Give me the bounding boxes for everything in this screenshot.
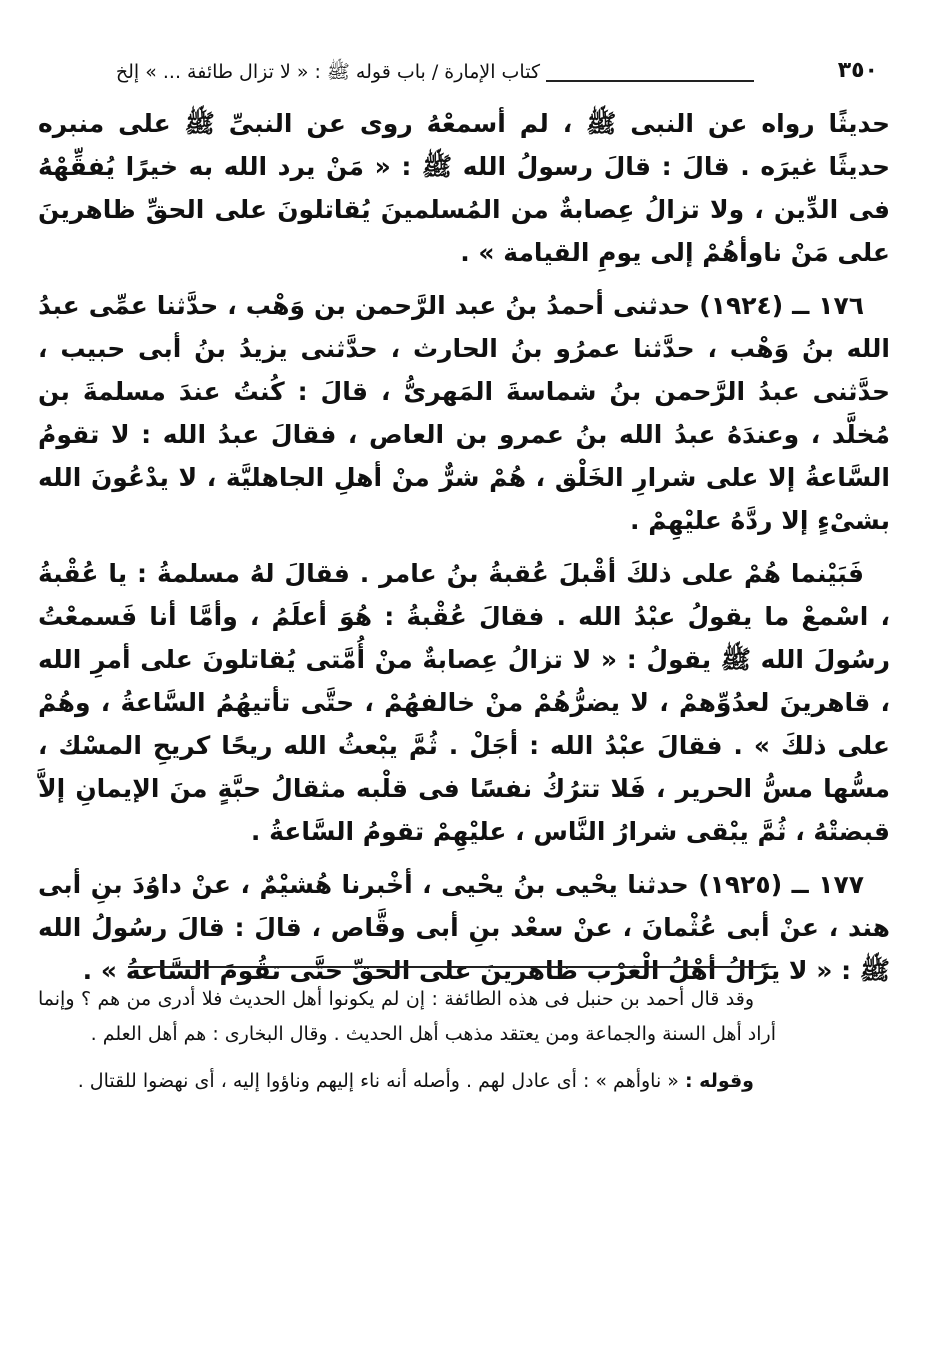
footnotes <box>38 982 776 1099</box>
footnote-nawahum <box>38 1064 776 1099</box>
running-header-title: كتاب الإمارة / باب قوله ﷺ : « لا تزال طائفة ... » إلخ <box>115 61 540 83</box>
page-number: ٣٥٠ <box>837 58 878 83</box>
paragraph-hadith-177: ١٧٧ ــ (١٩٢٥) حدثنا يحْيى بنُ يحْيى ، أخْبرنا هُشيْمٌ ، عنْ داوُدَ بنِ أبى هند ، عنْ أبى عُثْمانَ ، عنْ سعْد بنِ أبى وقَّاص ، قالَ : قالَ رسُولُ الله ﷺ : « لا يزَالُ أهْلُ الْغرْب ظاهرينَ على الحقِّ حتَّى تقُومَ السَّاعةُ » . <box>38 870 890 985</box>
header-rule <box>546 80 754 82</box>
paragraph-continuation: حديثًا رواه عن النبى ﷺ ، لم أسمعْهُ روى عن النبىِّ ﷺ على منبره حديثًا غيرَه . قالَ : قالَ رسولُ الله ﷺ : « مَنْ يرد الله به خيرًا يُفقِّهْهُ فى الدِّين ، ولا تزالُ عِصابةٌ من المُسلمينَ يُقاتلونَ على الحقِّ ظاهرينَ على مَنْ ناوأهُمْ إلى يومِ القيامة » . <box>38 109 890 267</box>
paragraph-uqba: فَبَيْنما هُمْ على ذلكَ أقْبلَ عُقبةُ بنُ عامر . فقالَ لهُ مسلمةُ : يا عُقْبةُ ، اسْمعْ ما يقولُ عبْدُ الله . فقالَ عُقْبةُ : هُوَ أعلَمُ ، وأمَّا أنا فَسمعْتُ رسُولَ الله ﷺ يقولُ : « لا تزالُ عِصابةٌ منْ أُمَّتى يُقاتلونَ على أمرِ الله ، قاهرينَ لعدُوِّهمْ ، لا يضرُّهُمْ منْ خالفهُمْ ، حتَّى تأتيهُمُ السَّاعةُ ، وهُمْ على ذلكَ » . فقالَ عبْدُ الله : أجَلْ . ثُمَّ يبْعثُ الله ريحًا كريحِ المسْك ، مسُّها مسُّ الحرير ، فَلا تترُكُ نفسًا فى قلْبه مثقالُ حبَّةٍ منَ الإيمانِ إلاَّ قبضتْهُ ، ثُمَّ يبْقى شرارُ النَّاس ، عليْهِمْ تقومُ السَّاعةُ . <box>38 559 890 846</box>
footnote-text: وقد قال أحمد بن حنبل فى هذه الطائفة : إن لم يكونوا أهل الحديث فلا أدرى من هم ؟ وإنما أراد أهل السنة والجماعة ومن يعتقد مذهب أهل الحديث . وقال البخارى : هم أهل العلم . <box>38 988 776 1045</box>
footnote-text: « ناوأهم » : أى عادل لهم . وأصله أنه ناء إليهم وناؤوا إليه ، أى نهضوا للقتال . <box>77 1070 685 1092</box>
paragraph-hadith-176: ١٧٦ ــ (١٩٢٤) حدثنى أحمدُ بنُ عبد الرَّحمن بن وَهْب ، حدَّثنا عمِّى عبدُ الله بنُ وَهْب ، حدَّثنا عمرُو بنُ الحارث ، حدَّثنى يزيدُ بنُ أبى حبيب ، حدَّثنى عبدُ الرَّحمن بنُ شماسةَ المَهرىُّ ، قالَ : كُنتُ عندَ مسلمةَ بن مُخلَّد ، وعندَهُ عبدُ الله بنُ عمرو بن العاص ، فقالَ عبدُ الله : لا تقومُ السَّاعةُ إلا على شرارِ الخَلْق ، هُمْ شرٌّ منْ أهلِ الجاهليَّة ، لا يدْعُونَ الله بشىْءٍ إلا ردَّهُ عليْهِمْ . <box>38 291 890 535</box>
footnote-lead: وقوله : <box>684 1070 754 1092</box>
main-text <box>38 102 890 992</box>
footnote-divider <box>128 966 776 968</box>
footnote-ahmad <box>38 982 776 1052</box>
